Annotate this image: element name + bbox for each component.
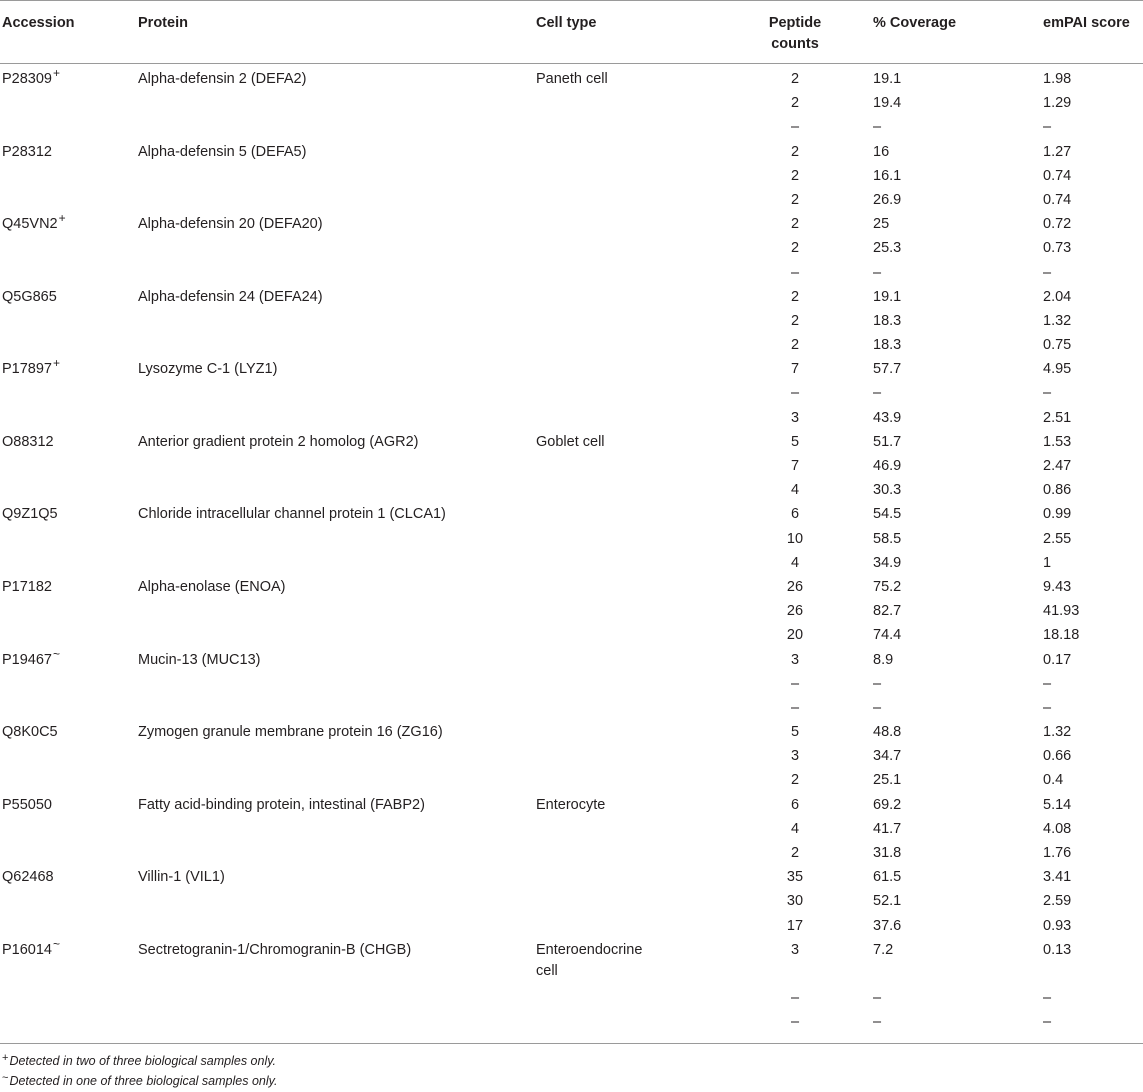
empai-cell: 0.66 [1043, 748, 1072, 765]
coverage-cell: 48.8 [873, 724, 902, 741]
empai-cell: 0.73 [1043, 240, 1072, 257]
accession-cell [2, 356, 61, 380]
table-row [0, 693, 1143, 717]
empai-cell: 41.93 [1043, 603, 1080, 620]
peptide-count-cell: 2 [790, 167, 800, 184]
table-row [0, 282, 1143, 306]
accession-id: P28309 [2, 71, 52, 87]
accession-id: P55050 [2, 796, 52, 813]
empai-cell: – [1043, 385, 1052, 402]
empai-cell: 2.04 [1043, 288, 1072, 305]
table-row [0, 88, 1143, 112]
coverage-cell: – [873, 385, 882, 402]
accession-cell [2, 936, 61, 961]
table-row [0, 790, 1143, 814]
protein-cell: Mucin-13 (MUC13) [138, 651, 261, 668]
accession-cell [2, 722, 58, 743]
table-row [0, 983, 1143, 1007]
empai-cell: 1.32 [1043, 312, 1072, 329]
table-row [0, 475, 1143, 499]
coverage-cell: 74.4 [873, 627, 902, 644]
cell-type-cell: Goblet cell [536, 433, 605, 450]
table-row [0, 765, 1143, 789]
accession-cell [2, 66, 61, 90]
empai-cell: 0.86 [1043, 482, 1072, 499]
coverage-cell: 51.7 [873, 433, 902, 450]
coverage-cell: – [873, 675, 882, 692]
peptide-count-cell: 17 [786, 917, 804, 934]
coverage-cell: 16.1 [873, 167, 902, 184]
table-row [0, 403, 1143, 427]
coverage-cell: 18.3 [873, 337, 902, 354]
table-row [0, 233, 1143, 257]
protein-cell: Fatty acid-binding protein, intestinal (FABP2) [138, 796, 425, 813]
empai-cell: 9.43 [1043, 578, 1072, 595]
coverage-cell: 18.3 [873, 312, 902, 329]
coverage-cell: 30.3 [873, 482, 902, 499]
accession-cell [2, 432, 54, 453]
peptide-count-cell: 5 [790, 433, 800, 450]
accession-cell [2, 504, 58, 525]
peptide-count-cell: 20 [786, 627, 804, 644]
cell-type-line2: cell [536, 962, 558, 979]
peptide-count-cell: 2 [790, 337, 800, 354]
footnote-marker: + [53, 356, 61, 371]
protein-cell: Alpha-defensin 24 (DEFA24) [138, 288, 323, 305]
table-row [0, 161, 1143, 185]
accession-cell [2, 646, 61, 671]
table-row [0, 911, 1143, 935]
table-row [0, 572, 1143, 596]
peptide-count-cell: – [790, 699, 800, 716]
table-row [0, 717, 1143, 741]
empai-cell: 1.29 [1043, 95, 1072, 112]
table-row [0, 838, 1143, 862]
coverage-cell: 19.4 [873, 95, 902, 112]
footnote-marker: ~ [53, 936, 61, 951]
table-row [0, 209, 1143, 233]
coverage-cell: 8.9 [873, 651, 894, 668]
header-peptide-line1: Peptide [768, 15, 822, 31]
cell-type-line1: Enteroendocrine [536, 941, 643, 958]
accession-cell [2, 142, 52, 163]
protein-cell: Chloride intracellular channel protein 1 (CLCA1) [138, 506, 446, 523]
empai-cell: – [1043, 675, 1052, 692]
empai-cell: 18.18 [1043, 627, 1080, 644]
peptide-count-cell: 4 [790, 482, 800, 499]
accession-id: P16014 [2, 941, 52, 958]
peptide-count-cell: – [790, 990, 800, 1007]
peptide-count-cell: 3 [790, 651, 800, 668]
coverage-cell: 31.8 [873, 845, 902, 861]
empai-cell: 1.27 [1043, 143, 1072, 160]
coverage-cell: 75.2 [873, 578, 902, 595]
empai-cell: – [1043, 264, 1052, 281]
peptide-count-cell: 2 [790, 772, 800, 789]
footnote-marker: + [58, 211, 66, 226]
coverage-cell: 52.1 [873, 893, 902, 910]
footnote-one-sample [2, 1073, 277, 1091]
peptide-count-cell: 7 [790, 361, 800, 378]
table-row [0, 645, 1143, 669]
accession-id: P19467 [2, 651, 52, 668]
peptide-count-cell: – [790, 119, 800, 136]
empai-cell: 0.93 [1043, 917, 1072, 934]
empai-cell: 1.76 [1043, 845, 1072, 861]
empai-cell: 1.53 [1043, 433, 1072, 450]
empai-cell: 0.17 [1043, 651, 1072, 668]
protein-cell: Alpha-enolase (ENOA) [138, 578, 286, 595]
peptide-count-cell: 4 [790, 820, 800, 837]
empai-cell: – [1043, 1014, 1052, 1031]
accession-cell [2, 795, 52, 816]
table-row [0, 862, 1143, 886]
table-row [0, 669, 1143, 693]
coverage-cell: 58.5 [873, 530, 902, 547]
table-row [0, 935, 1143, 983]
table-row [0, 64, 1143, 88]
coverage-cell: 46.9 [873, 458, 902, 474]
peptide-count-cell: – [790, 264, 800, 281]
empai-cell: 1.32 [1043, 724, 1072, 741]
table-row [0, 548, 1143, 572]
table-row [0, 620, 1143, 644]
table-row [0, 330, 1143, 354]
empai-cell: 4.95 [1043, 361, 1072, 378]
coverage-cell: – [873, 1014, 882, 1031]
coverage-cell: 54.5 [873, 506, 902, 523]
footnote-text: Detected in one of three biological samples only. [9, 1074, 278, 1088]
peptide-count-cell: 7 [790, 458, 800, 474]
peptide-count-cell: 3 [790, 941, 800, 958]
accession-id: Q8K0C5 [2, 724, 58, 741]
empai-cell: 2.51 [1043, 409, 1072, 426]
peptide-count-cell: 6 [790, 506, 800, 523]
table-row [0, 886, 1143, 910]
table-row [0, 137, 1143, 161]
empai-cell: 0.72 [1043, 216, 1072, 233]
header-empai: emPAI score [1043, 15, 1130, 31]
protein-cell: Zymogen granule membrane protein 16 (ZG16) [138, 724, 443, 741]
empai-cell: 0.74 [1043, 191, 1072, 208]
protein-cell: Alpha-defensin 20 (DEFA20) [138, 216, 323, 233]
empai-cell: 5.14 [1043, 796, 1072, 813]
accession-id: P17897 [2, 361, 52, 378]
accession-id: P28312 [2, 143, 52, 160]
peptide-count-cell: 3 [790, 748, 800, 765]
coverage-cell: – [873, 990, 882, 1007]
table-row [0, 524, 1143, 548]
accession-id: Q62468 [2, 869, 54, 886]
coverage-cell: 26.9 [873, 191, 902, 208]
peptide-count-cell: 2 [790, 312, 800, 329]
protein-cell: Alpha-defensin 5 (DEFA5) [138, 143, 307, 160]
table-row [0, 378, 1143, 402]
footnote-marker: ~ [53, 646, 61, 661]
peptide-count-cell: 2 [790, 191, 800, 208]
coverage-cell: 7.2 [873, 941, 894, 958]
empai-cell: 0.74 [1043, 167, 1072, 184]
coverage-cell: 19.1 [873, 71, 902, 87]
protein-cell: Alpha-defensin 2 (DEFA2) [138, 71, 307, 87]
empai-cell: 1.98 [1043, 71, 1072, 87]
table-row [0, 741, 1143, 765]
coverage-cell: 37.6 [873, 917, 902, 934]
empai-cell: 2.47 [1043, 458, 1072, 474]
accession-cell [2, 867, 54, 888]
footnote-marker: + [53, 66, 61, 80]
header-accession: Accession [2, 15, 75, 31]
peptide-count-cell: – [790, 1014, 800, 1031]
peptide-count-cell: 10 [786, 530, 804, 547]
coverage-cell: 25.1 [873, 772, 902, 789]
peptide-count-cell: 2 [790, 143, 800, 160]
accession-cell [2, 287, 57, 308]
empai-cell: 4.08 [1043, 820, 1072, 837]
coverage-cell: 19.1 [873, 288, 902, 305]
accession-id: Q5G865 [2, 288, 57, 305]
cell-type-cell: Paneth cell [536, 71, 608, 87]
empai-cell: – [1043, 119, 1052, 136]
header-cell-type: Cell type [536, 15, 597, 31]
peptide-count-cell: 2 [790, 216, 800, 233]
coverage-cell: – [873, 264, 882, 281]
peptide-count-cell: 2 [790, 288, 800, 305]
coverage-cell: 25 [873, 216, 890, 233]
coverage-cell: 82.7 [873, 603, 902, 620]
coverage-cell: 16 [873, 143, 890, 160]
accession-id: Q45VN2 [2, 216, 58, 233]
coverage-cell: – [873, 699, 882, 716]
coverage-cell: 69.2 [873, 796, 902, 813]
coverage-cell: 57.7 [873, 361, 902, 378]
peptide-count-cell: 3 [790, 409, 800, 426]
table-row [0, 185, 1143, 209]
cell-type-cell [536, 940, 642, 982]
coverage-cell: 34.9 [873, 554, 902, 571]
peptide-count-cell: – [790, 385, 800, 402]
empai-cell: – [1043, 699, 1052, 716]
empai-cell: 1 [1043, 554, 1052, 571]
table-body [0, 64, 1143, 1032]
peptide-count-cell: 2 [790, 845, 800, 861]
empai-cell: 2.59 [1043, 893, 1072, 910]
accession-id: P17182 [2, 578, 52, 595]
footnote-text: Detected in two of three biological samples only. [9, 1054, 277, 1068]
coverage-cell: 25.3 [873, 240, 902, 257]
coverage-cell: 41.7 [873, 820, 902, 837]
accession-cell [2, 211, 66, 235]
peptide-count-cell: 26 [786, 578, 804, 595]
table-footer-rule [0, 1043, 1143, 1044]
table-row [0, 354, 1143, 378]
header-peptide-counts [740, 13, 850, 55]
accession-id: Q9Z1Q5 [2, 506, 58, 523]
protein-cell: Sectretogranin-1/Chromogranin-B (CHGB) [138, 941, 412, 958]
coverage-cell: 43.9 [873, 409, 902, 426]
table-row [0, 258, 1143, 282]
empai-cell: 3.41 [1043, 869, 1072, 886]
peptide-count-cell: 35 [786, 869, 804, 886]
table-row [0, 596, 1143, 620]
protein-cell: Lysozyme C-1 (LYZ1) [138, 361, 278, 378]
empai-cell: 2.55 [1043, 530, 1072, 547]
peptide-count-cell: 26 [786, 603, 804, 620]
peptide-count-cell: 2 [790, 240, 800, 257]
empai-cell: 0.13 [1043, 941, 1072, 958]
footnote-symbol: ~ [2, 1072, 9, 1084]
peptide-count-cell: – [790, 675, 800, 692]
empai-cell: – [1043, 990, 1052, 1007]
peptide-count-cell: 2 [790, 71, 800, 87]
table-row [0, 427, 1143, 451]
coverage-cell: 61.5 [873, 869, 902, 886]
empai-cell: 0.4 [1043, 772, 1064, 789]
table-row [0, 814, 1143, 838]
cell-type-cell: Enterocyte [536, 796, 606, 813]
header-protein: Protein [138, 15, 188, 31]
peptide-count-cell: 5 [790, 724, 800, 741]
accession-cell [2, 577, 52, 598]
empai-cell: 0.99 [1043, 506, 1072, 523]
protein-cell: Anterior gradient protein 2 homolog (AGR2) [138, 433, 419, 450]
peptide-count-cell: 6 [790, 796, 800, 813]
header-coverage: % Coverage [873, 15, 957, 31]
protein-cell: Villin-1 (VIL1) [138, 869, 225, 886]
peptide-count-cell: 4 [790, 554, 800, 571]
empai-cell: 0.75 [1043, 337, 1072, 354]
coverage-cell: 34.7 [873, 748, 902, 765]
peptide-count-cell: 30 [786, 893, 804, 910]
table-row [0, 306, 1143, 330]
peptide-count-cell: 2 [790, 95, 800, 112]
table-row [0, 112, 1143, 136]
table-row [0, 451, 1143, 475]
accession-id: O88312 [2, 433, 54, 450]
footnote-symbol: + [2, 1052, 9, 1064]
table-row [0, 1007, 1143, 1031]
table-row [0, 499, 1143, 523]
footnote-two-samples [2, 1053, 276, 1071]
table-header [0, 0, 1143, 64]
header-peptide-line2: counts [771, 36, 819, 52]
coverage-cell: – [873, 119, 882, 136]
